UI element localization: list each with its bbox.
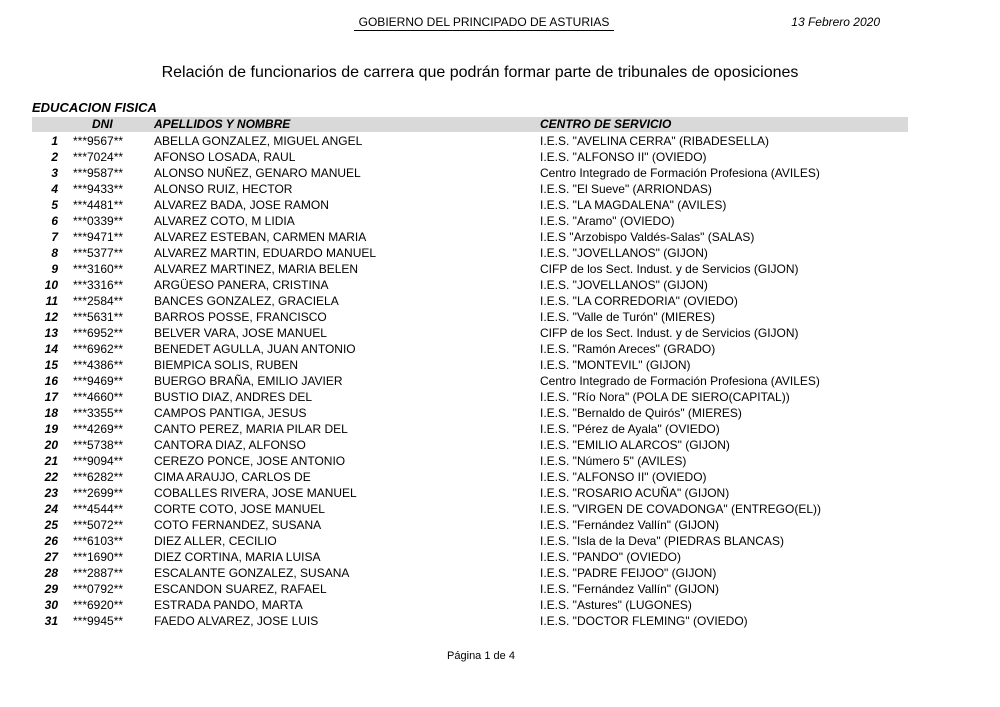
row-name: BARROS POSSE, FRANCISCO bbox=[154, 310, 327, 324]
row-dni: ***3160** bbox=[73, 262, 124, 276]
row-dni: ***5738** bbox=[73, 438, 124, 452]
table-row bbox=[32, 325, 908, 341]
row-dni: ***6103** bbox=[73, 534, 124, 548]
row-number: 6 bbox=[51, 214, 58, 228]
table-row bbox=[32, 405, 908, 421]
row-name: DIEZ CORTINA, MARIA LUISA bbox=[154, 550, 321, 564]
row-number: 12 bbox=[44, 310, 58, 324]
document-title: Relación de funcionarios de carrera que podrán formar parte de tribunales de oposiciones bbox=[161, 64, 799, 81]
row-dni: ***4386** bbox=[73, 358, 124, 372]
row-number: 9 bbox=[51, 262, 58, 276]
row-name: DIEZ ALLER, CECILIO bbox=[154, 534, 277, 548]
row-dni: ***6952** bbox=[73, 326, 124, 340]
table-row bbox=[32, 197, 908, 213]
table-row bbox=[32, 453, 908, 469]
row-name: ABELLA GONZALEZ, MIGUEL ANGEL bbox=[154, 134, 363, 148]
row-dni: ***9094** bbox=[73, 454, 124, 468]
row-name: CORTE COTO, JOSE MANUEL bbox=[154, 502, 325, 516]
row-center: I.E.S. "Ramón Areces" (GRADO) bbox=[540, 342, 716, 356]
column-header-center: CENTRO DE SERVICIO bbox=[540, 117, 672, 131]
row-center: I.E.S. "JOVELLANOS" (GIJON) bbox=[540, 278, 708, 292]
row-center: I.E.S. "ALFONSO II" (OVIEDO) bbox=[540, 470, 707, 484]
row-center: I.E.S. "ALFONSO II" (OVIEDO) bbox=[540, 150, 707, 164]
row-dni: ***6920** bbox=[73, 598, 124, 612]
row-name: CIMA ARAUJO, CARLOS DE bbox=[154, 470, 311, 484]
row-number: 7 bbox=[51, 230, 58, 244]
row-name: BELVER VARA, JOSE MANUEL bbox=[154, 326, 327, 340]
row-dni: ***5377** bbox=[73, 246, 124, 260]
row-dni: ***3316** bbox=[73, 278, 124, 292]
row-dni: ***5631** bbox=[73, 310, 124, 324]
table-row bbox=[32, 581, 908, 597]
row-center: I.E.S. "Bernaldo de Quirós" (MIERES) bbox=[540, 406, 742, 420]
row-center: I.E.S. "LA CORREDORIA" (OVIEDO) bbox=[540, 294, 738, 308]
row-dni: ***9471** bbox=[73, 230, 124, 244]
row-name: BUERGO BRAÑA, EMILIO JAVIER bbox=[154, 374, 343, 388]
row-dni: ***4481** bbox=[73, 198, 124, 212]
table-row bbox=[32, 245, 908, 261]
row-name: ESCANDON SUAREZ, RAFAEL bbox=[154, 582, 327, 596]
row-center: I.E.S. "Aramo" (OVIEDO) bbox=[540, 214, 675, 228]
table-row bbox=[32, 341, 908, 357]
row-center: I.E.S. "Fernández Vallín" (GIJON) bbox=[540, 518, 720, 532]
row-number: 21 bbox=[44, 454, 58, 468]
row-center: I.E.S. "Número 5" (AVILES) bbox=[540, 454, 687, 468]
row-name: BUSTIO DIAZ, ANDRES DEL bbox=[154, 390, 313, 404]
row-dni: ***9945** bbox=[73, 614, 124, 628]
section-heading: EDUCACION FISICA bbox=[32, 100, 157, 115]
table-row bbox=[32, 533, 908, 549]
table-row bbox=[32, 373, 908, 389]
table-row bbox=[32, 357, 908, 373]
row-number: 28 bbox=[44, 566, 58, 580]
table-header bbox=[32, 117, 908, 132]
row-dni: ***2584** bbox=[73, 294, 124, 308]
row-number: 14 bbox=[44, 342, 58, 356]
row-name: ALVAREZ BADA, JOSE RAMON bbox=[154, 198, 329, 212]
row-center: I.E.S. "PADRE FEIJOO" (GIJON) bbox=[540, 566, 717, 580]
row-name: CANTORA DIAZ, ALFONSO bbox=[154, 438, 306, 452]
table-row bbox=[32, 181, 908, 197]
table-row bbox=[32, 261, 908, 277]
table-row bbox=[32, 437, 908, 453]
row-name: ESTRADA PANDO, MARTA bbox=[154, 598, 303, 612]
table-row bbox=[32, 213, 908, 229]
row-name: AFONSO LOSADA, RAUL bbox=[154, 150, 296, 164]
table-row bbox=[32, 501, 908, 517]
page-footer: Página 1 de 4 bbox=[447, 650, 515, 662]
row-number: 8 bbox=[51, 246, 58, 260]
row-number: 4 bbox=[51, 182, 58, 196]
table-row bbox=[32, 133, 908, 149]
row-dni: ***2699** bbox=[73, 486, 124, 500]
row-name: ALVAREZ MARTIN, EDUARDO MANUEL bbox=[154, 246, 377, 260]
row-number: 1 bbox=[51, 134, 58, 148]
row-center: I.E.S "Arzobispo Valdés-Salas" (SALAS) bbox=[540, 230, 755, 244]
row-dni: ***6282** bbox=[73, 470, 124, 484]
row-dni: ***3355** bbox=[73, 406, 124, 420]
row-dni: ***5072** bbox=[73, 518, 124, 532]
table-row bbox=[32, 565, 908, 581]
row-center: CIFP de los Sect. Indust. y de Servicios (GIJON) bbox=[540, 326, 799, 340]
row-center: CIFP de los Sect. Indust. y de Servicios (GIJON) bbox=[540, 262, 799, 276]
row-dni: ***9567** bbox=[73, 134, 124, 148]
row-dni: ***9469** bbox=[73, 374, 124, 388]
row-dni: ***9587** bbox=[73, 166, 124, 180]
table-row bbox=[32, 309, 908, 325]
row-name: BANCES GONZALEZ, GRACIELA bbox=[154, 294, 339, 308]
table-row bbox=[32, 389, 908, 405]
row-number: 19 bbox=[44, 422, 58, 436]
row-number: 5 bbox=[51, 198, 58, 212]
table-row bbox=[32, 421, 908, 437]
row-name: ALVAREZ MARTINEZ, MARIA BELEN bbox=[154, 262, 359, 276]
row-name: COBALLES RIVERA, JOSE MANUEL bbox=[154, 486, 357, 500]
row-name: ALVAREZ COTO, M LIDIA bbox=[154, 214, 295, 228]
table-row bbox=[32, 517, 908, 533]
table-row bbox=[32, 165, 908, 181]
row-name: CANTO PEREZ, MARIA PILAR DEL bbox=[154, 422, 348, 436]
row-center: I.E.S. "DOCTOR FLEMING" (OVIEDO) bbox=[540, 614, 748, 628]
row-number: 3 bbox=[51, 166, 58, 180]
row-dni: ***1690** bbox=[73, 550, 124, 564]
row-name: ALONSO RUIZ, HECTOR bbox=[154, 182, 293, 196]
row-center: I.E.S. "El Sueve" (ARRIONDAS) bbox=[540, 182, 712, 196]
row-number: 22 bbox=[44, 470, 58, 484]
row-dni: ***4660** bbox=[73, 390, 124, 404]
row-center: I.E.S. "AVELINA CERRA" (RIBADESELLA) bbox=[540, 134, 770, 148]
row-number: 24 bbox=[44, 502, 58, 516]
table-row bbox=[32, 293, 908, 309]
table-row bbox=[32, 149, 908, 165]
table-row bbox=[32, 229, 908, 245]
row-dni: ***6962** bbox=[73, 342, 124, 356]
row-name: ALVAREZ ESTEBAN, CARMEN MARIA bbox=[154, 230, 367, 244]
row-name: ARGÜESO PANERA, CRISTINA bbox=[154, 278, 329, 292]
row-center: I.E.S. "LA MAGDALENA" (AVILES) bbox=[540, 198, 727, 212]
row-center: I.E.S. "Isla de la Deva" (PIEDRAS BLANCAS) bbox=[540, 534, 784, 548]
row-center: I.E.S. "Pérez de Ayala" (OVIEDO) bbox=[540, 422, 720, 436]
row-dni: ***7024** bbox=[73, 150, 124, 164]
row-number: 16 bbox=[44, 374, 58, 388]
row-name: ESCALANTE GONZALEZ, SUSANA bbox=[154, 566, 350, 580]
row-name: BIEMPICA SOLIS, RUBEN bbox=[154, 358, 299, 372]
row-name: ALONSO NUÑEZ, GENARO MANUEL bbox=[154, 166, 361, 180]
row-number: 23 bbox=[44, 486, 58, 500]
table-row bbox=[32, 485, 908, 501]
row-number: 30 bbox=[44, 598, 58, 612]
row-number: 2 bbox=[51, 150, 58, 164]
row-number: 17 bbox=[44, 390, 58, 404]
row-center: I.E.S. "Valle de Turón" (MIERES) bbox=[540, 310, 716, 324]
row-center: I.E.S. "PANDO" (OVIEDO) bbox=[540, 550, 681, 564]
row-dni: ***0339** bbox=[73, 214, 124, 228]
row-center: I.E.S. "Río Nora" (POLA DE SIERO(CAPITAL)) bbox=[540, 390, 790, 404]
organization-header: GOBIERNO DEL PRINCIPADO DE ASTURIAS bbox=[354, 15, 614, 31]
row-center: I.E.S. "MONTEVIL" (GIJON) bbox=[540, 358, 691, 372]
row-number: 10 bbox=[44, 278, 58, 292]
row-number: 27 bbox=[44, 550, 58, 564]
row-number: 15 bbox=[44, 358, 58, 372]
row-dni: ***2887** bbox=[73, 566, 124, 580]
document-date: 13 Febrero 2020 bbox=[791, 15, 880, 29]
row-center: Centro Integrado de Formación Profesiona (AVILES) bbox=[540, 166, 820, 180]
table-row bbox=[32, 469, 908, 485]
row-center: I.E.S. "VIRGEN DE COVADONGA" (ENTREGO(EL)) bbox=[540, 502, 821, 516]
row-number: 20 bbox=[44, 438, 58, 452]
column-header-dni: DNI bbox=[92, 117, 113, 131]
row-number: 18 bbox=[44, 406, 58, 420]
row-number: 26 bbox=[44, 534, 58, 548]
row-center: Centro Integrado de Formación Profesiona (AVILES) bbox=[540, 374, 820, 388]
row-name: CEREZO PONCE, JOSE ANTONIO bbox=[154, 454, 346, 468]
table-row bbox=[32, 613, 908, 629]
table-row bbox=[32, 549, 908, 565]
row-name: BENEDET AGULLA, JUAN ANTONIO bbox=[154, 342, 356, 356]
row-center: I.E.S. "ROSARIO ACUÑA" (GIJON) bbox=[540, 486, 730, 500]
row-number: 25 bbox=[44, 518, 58, 532]
row-name: COTO FERNANDEZ, SUSANA bbox=[154, 518, 322, 532]
row-number: 31 bbox=[44, 614, 58, 628]
table-body bbox=[32, 133, 908, 629]
row-center: I.E.S. "JOVELLANOS" (GIJON) bbox=[540, 246, 708, 260]
row-dni: ***4544** bbox=[73, 502, 124, 516]
row-center: I.E.S. "EMILIO ALARCOS" (GIJON) bbox=[540, 438, 730, 452]
row-number: 29 bbox=[44, 582, 58, 596]
row-dni: ***0792** bbox=[73, 582, 124, 596]
column-header-name: APELLIDOS Y NOMBRE bbox=[154, 117, 291, 131]
row-number: 13 bbox=[44, 326, 58, 340]
row-dni: ***4269** bbox=[73, 422, 124, 436]
row-center: I.E.S. "Fernández Vallín" (GIJON) bbox=[540, 582, 720, 596]
table-row bbox=[32, 277, 908, 293]
row-name: FAEDO ALVAREZ, JOSE LUIS bbox=[154, 614, 319, 628]
row-center: I.E.S. "Astures" (LUGONES) bbox=[540, 598, 692, 612]
table-row bbox=[32, 597, 908, 613]
row-number: 11 bbox=[45, 294, 58, 308]
row-dni: ***9433** bbox=[73, 182, 124, 196]
row-name: CAMPOS PANTIGA, JESUS bbox=[154, 406, 307, 420]
